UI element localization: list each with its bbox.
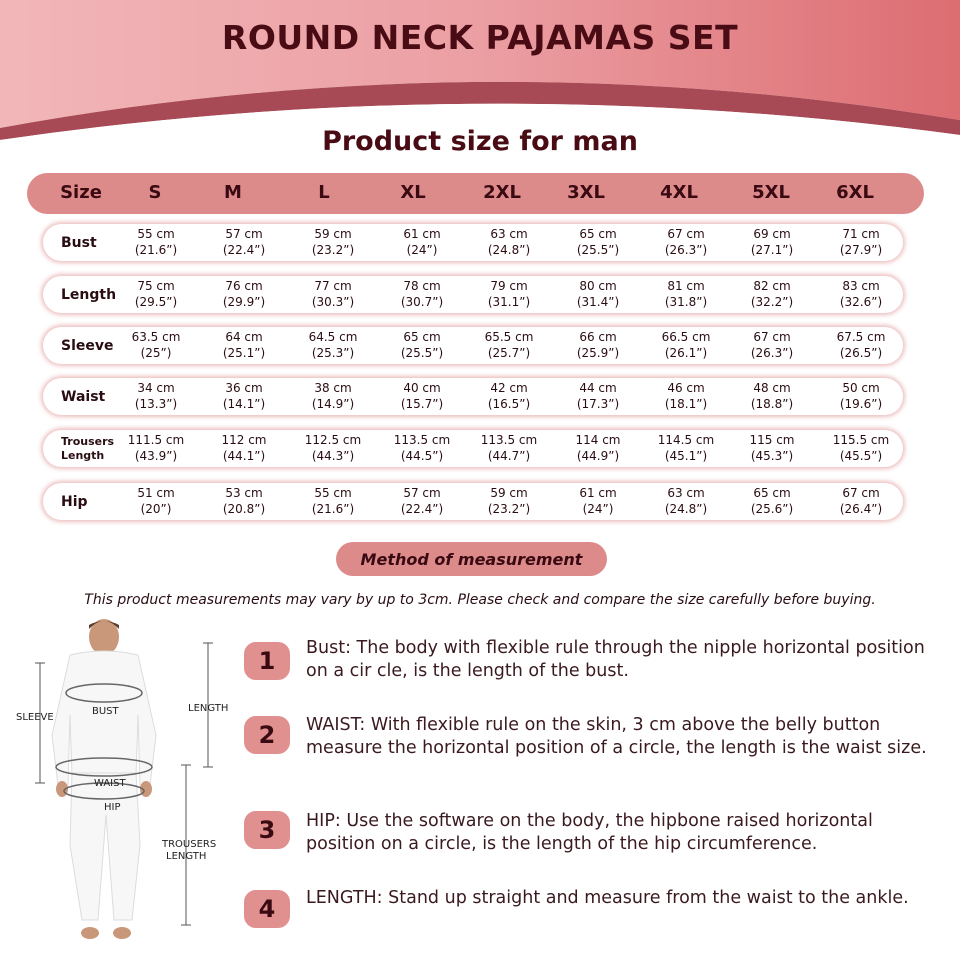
col-header-5xl: 5XL xyxy=(752,182,790,203)
cell-inch: (31.1”) xyxy=(487,295,531,309)
table-cell xyxy=(309,329,358,361)
cell-cm: 76 cm xyxy=(225,279,263,293)
table-cell xyxy=(575,432,620,464)
cell-cm: 59 cm xyxy=(314,227,352,241)
table-cell xyxy=(135,226,177,258)
figure-label-trousers-length: LENGTH xyxy=(166,851,207,862)
cell-cm: 65 cm xyxy=(753,486,791,500)
col-header-size: Size xyxy=(60,182,102,203)
method-of-measurement-badge: Method of measurement xyxy=(336,542,607,576)
table-cell xyxy=(223,226,265,258)
table-cell xyxy=(577,278,619,310)
cell-inch: (18.1”) xyxy=(664,397,708,411)
table-cell xyxy=(488,485,530,517)
cell-cm: 75 cm xyxy=(137,279,175,293)
step-text-2: WAIST: With flexible rule on the skin, 3 cm above the belly button measure the horizontal position of a circle, the length is the waist size. xyxy=(306,715,927,758)
cell-cm: 82 cm xyxy=(753,279,791,293)
cell-inch: (25.5”) xyxy=(576,243,620,257)
cell-cm: 80 cm xyxy=(579,279,617,293)
col-header-s: S xyxy=(148,182,162,203)
table-cell xyxy=(485,329,534,361)
size-row-length xyxy=(43,276,903,313)
cell-inch: (18.8”) xyxy=(750,397,794,411)
cell-inch: (25.6”) xyxy=(750,502,794,516)
table-cell xyxy=(751,278,793,310)
page-title: ROUND NECK PAJAMAS SET xyxy=(221,18,739,57)
table-cell xyxy=(840,226,882,258)
cell-cm: 57 cm xyxy=(225,227,263,241)
cell-cm: 113.5 cm xyxy=(480,433,538,447)
cell-cm: 53 cm xyxy=(225,486,263,500)
cell-cm: 36 cm xyxy=(225,381,263,395)
table-cell xyxy=(833,432,889,464)
cell-cm: 66 cm xyxy=(579,330,617,344)
step-number-2: 2 xyxy=(244,716,290,754)
cell-inch: (19.6”) xyxy=(839,397,883,411)
cell-inch: (25.1”) xyxy=(222,346,266,360)
table-cell xyxy=(840,485,882,517)
col-header-6xl: 6XL xyxy=(836,182,874,203)
cell-inch: (13.3”) xyxy=(134,397,178,411)
table-cell xyxy=(577,380,619,412)
cell-inch: (26.4”) xyxy=(839,502,883,516)
table-cell xyxy=(481,432,537,464)
step-number-3: 3 xyxy=(244,811,290,849)
row-label: Sleeve xyxy=(61,337,114,354)
cell-inch: (27.9”) xyxy=(839,243,883,257)
table-cell xyxy=(488,226,530,258)
row-label: Bust xyxy=(61,234,97,251)
row-label: Hip xyxy=(61,493,88,510)
cell-cm: 42 cm xyxy=(490,381,528,395)
step-number-1: 1 xyxy=(244,642,290,680)
table-cell xyxy=(305,432,361,464)
row-label: Trousers Length xyxy=(61,434,115,462)
table-cell xyxy=(751,226,793,258)
cell-inch: (32.6”) xyxy=(839,295,883,309)
table-cell xyxy=(137,485,174,517)
table-cell xyxy=(665,380,707,412)
cell-cm: 83 cm xyxy=(842,279,880,293)
col-header-xl: XL xyxy=(400,182,426,203)
cell-inch: (25.3”) xyxy=(311,346,355,360)
table-cell xyxy=(751,485,793,517)
table-cell xyxy=(749,432,794,464)
measurement-note: This product measurements may vary by up to 3cm. Please check and compare the size carefully before buying. xyxy=(84,592,876,608)
figure-label-waist: WAIST xyxy=(94,778,126,789)
cell-inch: (16.5”) xyxy=(487,397,531,411)
cell-cm: 65 cm xyxy=(403,330,441,344)
size-row-waist xyxy=(43,378,903,415)
table-cell xyxy=(840,380,882,412)
cell-inch: (21.6”) xyxy=(311,502,355,516)
table-cell xyxy=(132,329,181,361)
cell-inch: (44.1”) xyxy=(222,449,266,463)
figure-label-length: LENGTH xyxy=(188,703,229,714)
cell-inch: (25.7”) xyxy=(487,346,531,360)
table-cell xyxy=(135,380,177,412)
cell-inch: (21.6”) xyxy=(134,243,178,257)
cell-cm: 50 cm xyxy=(842,381,880,395)
table-cell xyxy=(751,380,793,412)
table-cell xyxy=(223,278,265,310)
table-cell xyxy=(837,329,886,361)
figure-label-bust: BUST xyxy=(92,706,119,717)
col-header-4xl: 4XL xyxy=(660,182,698,203)
cell-inch: (15.7”) xyxy=(400,397,444,411)
table-cell xyxy=(665,485,707,517)
cell-cm: 112 cm xyxy=(221,433,267,447)
table-cell xyxy=(401,329,443,361)
size-row-hip xyxy=(43,483,903,520)
cell-inch: (22.4”) xyxy=(222,243,266,257)
cell-inch: (30.7”) xyxy=(400,295,444,309)
table-cell xyxy=(488,278,530,310)
table-cell xyxy=(401,485,443,517)
table-cell xyxy=(135,278,177,310)
cell-inch: (24.8”) xyxy=(487,243,531,257)
cell-inch: (26.1”) xyxy=(664,346,708,360)
cell-cm: 55 cm xyxy=(314,486,352,500)
cell-cm: 46 cm xyxy=(667,381,705,395)
cell-cm: 81 cm xyxy=(667,279,705,293)
cell-inch: (17.3”) xyxy=(576,397,620,411)
table-cell xyxy=(221,432,266,464)
cell-cm: 115 cm xyxy=(749,433,795,447)
size-header-row xyxy=(27,173,924,214)
cell-cm: 64 cm xyxy=(225,330,263,344)
cell-inch: (24”) xyxy=(582,502,614,516)
cell-cm: 63.5 cm xyxy=(131,330,181,344)
figure-label-sleeve: SLEEVE xyxy=(16,712,54,723)
cell-cm: 61 cm xyxy=(579,486,617,500)
cell-cm: 44 cm xyxy=(579,381,617,395)
col-header-m: M xyxy=(224,182,242,203)
table-cell xyxy=(751,329,793,361)
cell-cm: 61 cm xyxy=(403,227,441,241)
cell-inch: (20”) xyxy=(140,502,172,516)
size-row-sleeve xyxy=(43,327,903,364)
cell-inch: (23.2”) xyxy=(487,502,531,516)
cell-cm: 67 cm xyxy=(753,330,791,344)
cell-inch: (26.3”) xyxy=(664,243,708,257)
cell-inch: (23.2”) xyxy=(311,243,355,257)
col-header-l: L xyxy=(318,182,330,203)
cell-inch: (31.8”) xyxy=(664,295,708,309)
cell-cm: 63 cm xyxy=(667,486,705,500)
cell-inch: (44.5”) xyxy=(400,449,444,463)
table-cell xyxy=(840,278,882,310)
cell-cm: 114 cm xyxy=(575,433,621,447)
cell-cm: 67 cm xyxy=(842,486,880,500)
cell-inch: (29.5”) xyxy=(134,295,178,309)
cell-cm: 59 cm xyxy=(490,486,528,500)
size-row-bust xyxy=(43,224,903,261)
table-cell xyxy=(223,380,265,412)
table-cell xyxy=(665,226,707,258)
cell-cm: 71 cm xyxy=(842,227,880,241)
cell-inch: (14.1”) xyxy=(222,397,266,411)
table-cell xyxy=(394,432,450,464)
cell-cm: 67.5 cm xyxy=(836,330,886,344)
cell-cm: 79 cm xyxy=(490,279,528,293)
table-cell xyxy=(401,278,443,310)
measurement-figure xyxy=(0,615,240,960)
cell-cm: 112.5 cm xyxy=(304,433,362,447)
table-cell xyxy=(488,380,530,412)
cell-inch: (30.3”) xyxy=(311,295,355,309)
cell-cm: 65 cm xyxy=(579,227,617,241)
cell-cm: 64.5 cm xyxy=(308,330,358,344)
cell-cm: 57 cm xyxy=(403,486,441,500)
cell-inch: (45.1”) xyxy=(664,449,708,463)
cell-cm: 38 cm xyxy=(314,381,352,395)
table-cell xyxy=(128,432,184,464)
figure-label-trousers: TROUSERS xyxy=(162,839,217,850)
cell-inch: (45.5”) xyxy=(839,449,883,463)
table-cell xyxy=(312,380,354,412)
table-cell xyxy=(662,329,711,361)
cell-cm: 55 cm xyxy=(137,227,175,241)
cell-cm: 78 cm xyxy=(403,279,441,293)
step-text-4: LENGTH: Stand up straight and measure from the waist to the ankle. xyxy=(306,888,909,908)
table-cell xyxy=(312,226,354,258)
table-cell xyxy=(223,485,265,517)
cell-cm: 67 cm xyxy=(667,227,705,241)
step-number-4: 4 xyxy=(244,890,290,928)
cell-inch: (26.5”) xyxy=(839,346,883,360)
table-cell xyxy=(312,278,354,310)
step-text-3: HIP: Use the software on the body, the hipbone raised horizontal position on a circle, is the length of the hip circumference. xyxy=(306,811,873,854)
cell-inch: (25.9”) xyxy=(576,346,620,360)
cell-inch: (44.7”) xyxy=(487,449,531,463)
cell-inch: (24.8”) xyxy=(664,502,708,516)
table-cell xyxy=(658,432,714,464)
cell-cm: 48 cm xyxy=(753,381,791,395)
cell-inch: (32.2”) xyxy=(750,295,794,309)
cell-cm: 69 cm xyxy=(753,227,791,241)
cell-cm: 111.5 cm xyxy=(127,433,185,447)
cell-inch: (44.3”) xyxy=(311,449,355,463)
cell-cm: 113.5 cm xyxy=(393,433,451,447)
cell-cm: 34 cm xyxy=(137,381,175,395)
row-label: Waist xyxy=(61,388,106,405)
cell-inch: (20.8”) xyxy=(222,502,266,516)
cell-cm: 51 cm xyxy=(137,486,175,500)
cell-cm: 77 cm xyxy=(314,279,352,293)
table-cell xyxy=(312,485,354,517)
table-cell xyxy=(401,380,443,412)
col-header-3xl: 3XL xyxy=(567,182,605,203)
cell-cm: 66.5 cm xyxy=(661,330,711,344)
table-cell xyxy=(577,226,619,258)
cell-inch: (25.5”) xyxy=(400,346,444,360)
cell-inch: (14.9”) xyxy=(311,397,355,411)
step-text-1: Bust: The body with flexible rule through the nipple horizontal position on a cir cle, is the length of the bust. xyxy=(306,638,925,681)
cell-inch: (24”) xyxy=(406,243,438,257)
col-header-2xl: 2XL xyxy=(483,182,521,203)
cell-cm: 40 cm xyxy=(403,381,441,395)
cell-inch: (27.1”) xyxy=(750,243,794,257)
cell-inch: (22.4”) xyxy=(400,502,444,516)
figure-label-hip: HIP xyxy=(104,802,121,813)
cell-cm: 65.5 cm xyxy=(484,330,534,344)
cell-inch: (44.9”) xyxy=(576,449,620,463)
cell-inch: (25”) xyxy=(140,346,172,360)
table-cell xyxy=(665,278,707,310)
cell-cm: 115.5 cm xyxy=(832,433,890,447)
cell-inch: (45.3”) xyxy=(750,449,794,463)
table-cell xyxy=(577,329,619,361)
table-cell xyxy=(579,485,616,517)
cell-inch: (31.4”) xyxy=(576,295,620,309)
cell-inch: (43.9”) xyxy=(134,449,178,463)
table-cell xyxy=(403,226,440,258)
row-label: Length xyxy=(61,286,117,303)
cell-inch: (29.9”) xyxy=(222,295,266,309)
size-row-trousers-length xyxy=(43,430,903,467)
cell-cm: 114.5 cm xyxy=(657,433,715,447)
cell-inch: (26.3”) xyxy=(750,346,794,360)
page-subtitle: Product size for man xyxy=(322,126,638,157)
table-cell xyxy=(223,329,265,361)
cell-cm: 63 cm xyxy=(490,227,528,241)
